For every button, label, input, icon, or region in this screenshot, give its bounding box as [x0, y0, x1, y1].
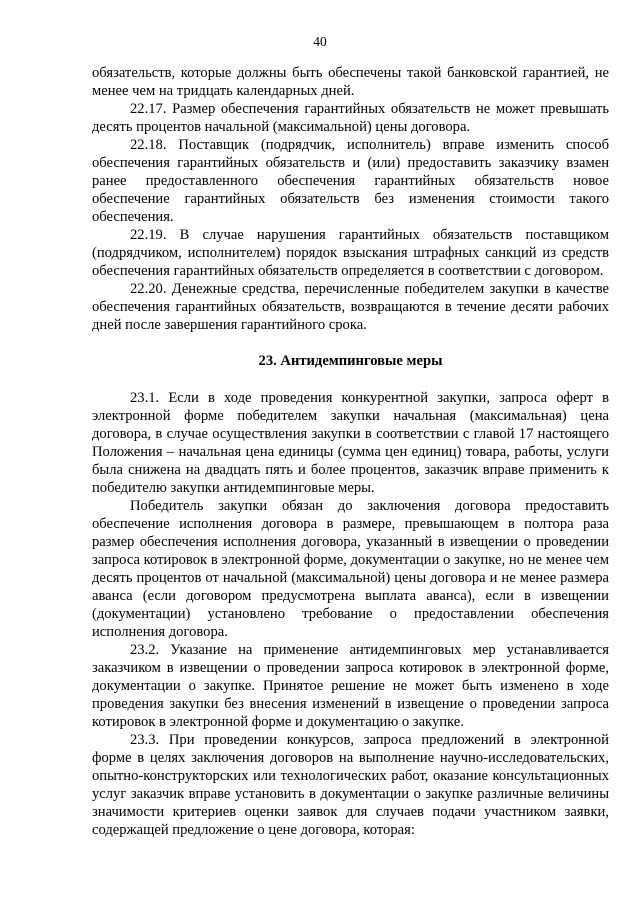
paragraph-22-17: 22.17. Размер обеспечения гарантийных обязательств не может превышать десять процентов начальной (максимальной) цены договора. [92, 101, 609, 135]
paragraph-23-1-winner: Победитель закупки обязан до заключения договора предоставить обеспечение исполнения договора в размере, превышающем в полтора раза размер обеспечения исполнения договора, указанный в извещении о проведении запроса котировок в электронной форме, документации о закупке, но не менее чем десять процентов от начальной (максимальной) цены договора и не менее размера аванса (если договором предусмотрена выплата аванса), если в извещении (документации) установлено требование о предоставлении обеспечения исполнения договора. [92, 498, 609, 640]
paragraph-23-1: 23.1. Если в ходе проведения конкурентной закупки, запроса оферт в электронной форме победителем закупки начальная (максимальная) цена договора, в случае осуществления закупки в соответствии с главой 17 настоящего Положения – начальная цена единицы (сумма цен единиц) товара, работы, услуги была снижена на двадцать пять и более процентов, заказчик вправе применить к победителю закупки антидемпинговые меры. [92, 390, 609, 496]
paragraph-22-18: 22.18. Поставщик (подрядчик, исполнитель) вправе изменить способ обеспечения гарантийных обязательств и (или) предоставить заказчику взамен ранее предоставленного обеспечения гарантийных обязательств новое обеспечение гарантийных обязательств без изменения стоимости такого обеспечения. [92, 137, 609, 225]
section-heading: 23. Антидемпинговые меры [258, 353, 443, 369]
paragraph-22-20: 22.20. Денежные средства, перечисленные победителем закупки в качестве обеспечения гарантийных обязательств, возвращаются в течение десяти рабочих дней после завершения гарантийного срока. [92, 281, 609, 333]
page-number: 40 [313, 34, 327, 49]
document-body [92, 64, 609, 839]
paragraph-22-19: 22.19. В случае нарушения гарантийных обязательств поставщиком (подрядчиком, исполнителем) порядок взыскания штрафных санкций из средств обеспечения гарантийных обязательств определяется в соответствии с договором. [92, 227, 609, 279]
paragraph-23-2: 23.2. Указание на применение антидемпинговых мер устанавливается заказчиком в извещении о проведении запроса котировок в электронной форме, документации о закупке. Принятое решение не может быть изменено в ходе проведения закупки без внесения изменений в извещение о проведении запроса котировок в электронной форме и документацию о закупке. [92, 642, 609, 730]
paragraph-continuation: обязательств, которые должны быть обеспечены такой банковской гарантией, не менее чем на тридцать календарных дней. [92, 65, 609, 99]
paragraph-23-3: 23.3. При проведении конкурсов, запроса предложений в электронной форме в целях заключения договоров на выполнение научно-исследовательских, опытно-конструкторских или технологических работ, оказание консультационных услуг заказчик вправе установить в документации о закупке различные величины значимости критериев оценки заявок для случаев подачи участником заявки, содержащей предложение о цене договора, которая: [92, 732, 609, 838]
